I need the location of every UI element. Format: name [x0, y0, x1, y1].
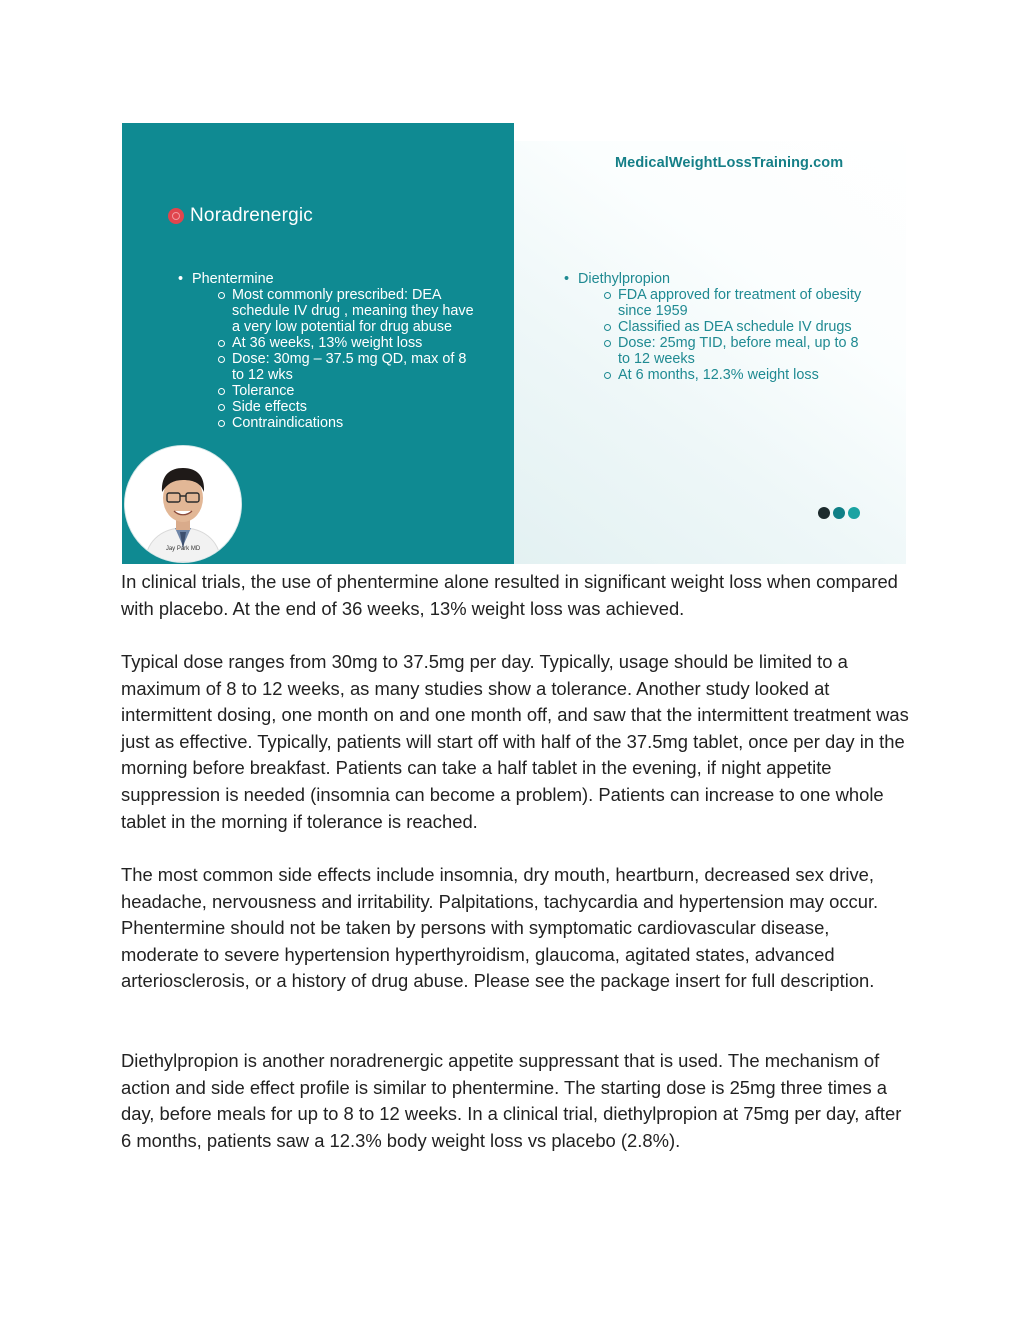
section-title-text: Noradrenergic: [190, 205, 313, 226]
slide-left-panel: [122, 123, 514, 564]
red-circle-icon: [168, 208, 184, 224]
sub-bullet: Side effects: [218, 399, 478, 415]
sub-bullet: Classified as DEA schedule IV drugs: [604, 319, 864, 335]
sub-bullet: Contraindications: [218, 415, 478, 431]
paragraph-typical-dose: Typical dose ranges from 30mg to 37.5mg per day. Typically, usage should be limited to a maximum of 8 to 12 weeks, as many studies show a tolerance. Another study looked at intermittent dosing, one month on and one month off, and saw that the intermittent treatment was just as effective. Typically, patients will start off with half of the 37.5mg tablet, once per day in the morning before breakfast. Patients can take a half tablet in the evening, if night appetite suppression is needed (insomnia can become a problem). Patients can increase to one whole tablet in the morning if tolerance is reached.: [121, 651, 909, 832]
phentermine-bullet-list: [178, 271, 478, 431]
paragraph-clinical-trials: In clinical trials, the use of phentermine alone resulted in significant weight loss when compared with placebo. At the end of 36 weeks, 13% weight loss was achieved.: [121, 571, 898, 619]
presenter-avatar: [124, 445, 242, 563]
presenter-name: Jay Park MD: [165, 546, 201, 552]
sub-bullet: Most commonly prescribed: DEA schedule IV drug , meaning they have a very low potential for drug abuse: [218, 287, 478, 335]
sub-bullet: At 36 weeks, 13% weight loss: [218, 335, 478, 351]
dot-teal-light: [848, 507, 860, 519]
brand-name: MedicalWeightLossTraining.com: [615, 155, 844, 171]
bullet-diethylpropion: [564, 271, 864, 383]
sub-bullet: Dose: 25mg TID, before meal, up to 8 to 12 weeks: [604, 335, 864, 367]
dot-teal: [833, 507, 845, 519]
bullet-label: Diethylpropion: [578, 271, 670, 287]
paragraph-diethylpropion: Diethylpropion is another noradrenergic appetite suppressant that is used. The mechanism of action and side effect profile is similar to phentermine. The starting dose is 25mg three times a day, before meals for up to 8 to 12 weeks. In a clinical trial, diethylpropion at 75mg per day, after 6 months, patients saw a 12.3% body weight loss vs placebo (2.8%).: [121, 1050, 902, 1151]
sub-bullet: FDA approved for treatment of obesity since 1959: [604, 287, 864, 319]
dot-dark: [818, 507, 830, 519]
sub-bullet-list: [192, 287, 478, 431]
slide-image: [122, 123, 906, 564]
sub-bullet: Tolerance: [218, 383, 478, 399]
diethylpropion-bullet-list: [564, 271, 864, 383]
sub-bullet-list: [578, 287, 864, 383]
presenter-portrait: [125, 446, 241, 562]
paragraph-side-effects: The most common side effects include insomnia, dry mouth, heartburn, decreased sex drive, headache, nervousness and irritability. Palpitations, tachycardia and hypertension may occur. Phentermine should not be taken by persons with symptomatic cardiovascular disease, moderate to severe hypertension hyperthyroidism, glaucoma, agitated states, advanced arteriosclerosis, or a history of drug abuse. Please see the package insert for full description.: [121, 864, 879, 992]
bullet-phentermine: [178, 271, 478, 431]
three-dots-icon: [818, 507, 860, 519]
bullet-label: Phentermine: [192, 271, 274, 287]
sub-bullet: Dose: 30mg – 37.5 mg QD, max of 8 to 12 wks: [218, 351, 478, 383]
slide-right-panel: [514, 123, 906, 564]
section-title: [168, 205, 313, 227]
sub-bullet: At 6 months, 12.3% weight loss: [604, 367, 864, 383]
